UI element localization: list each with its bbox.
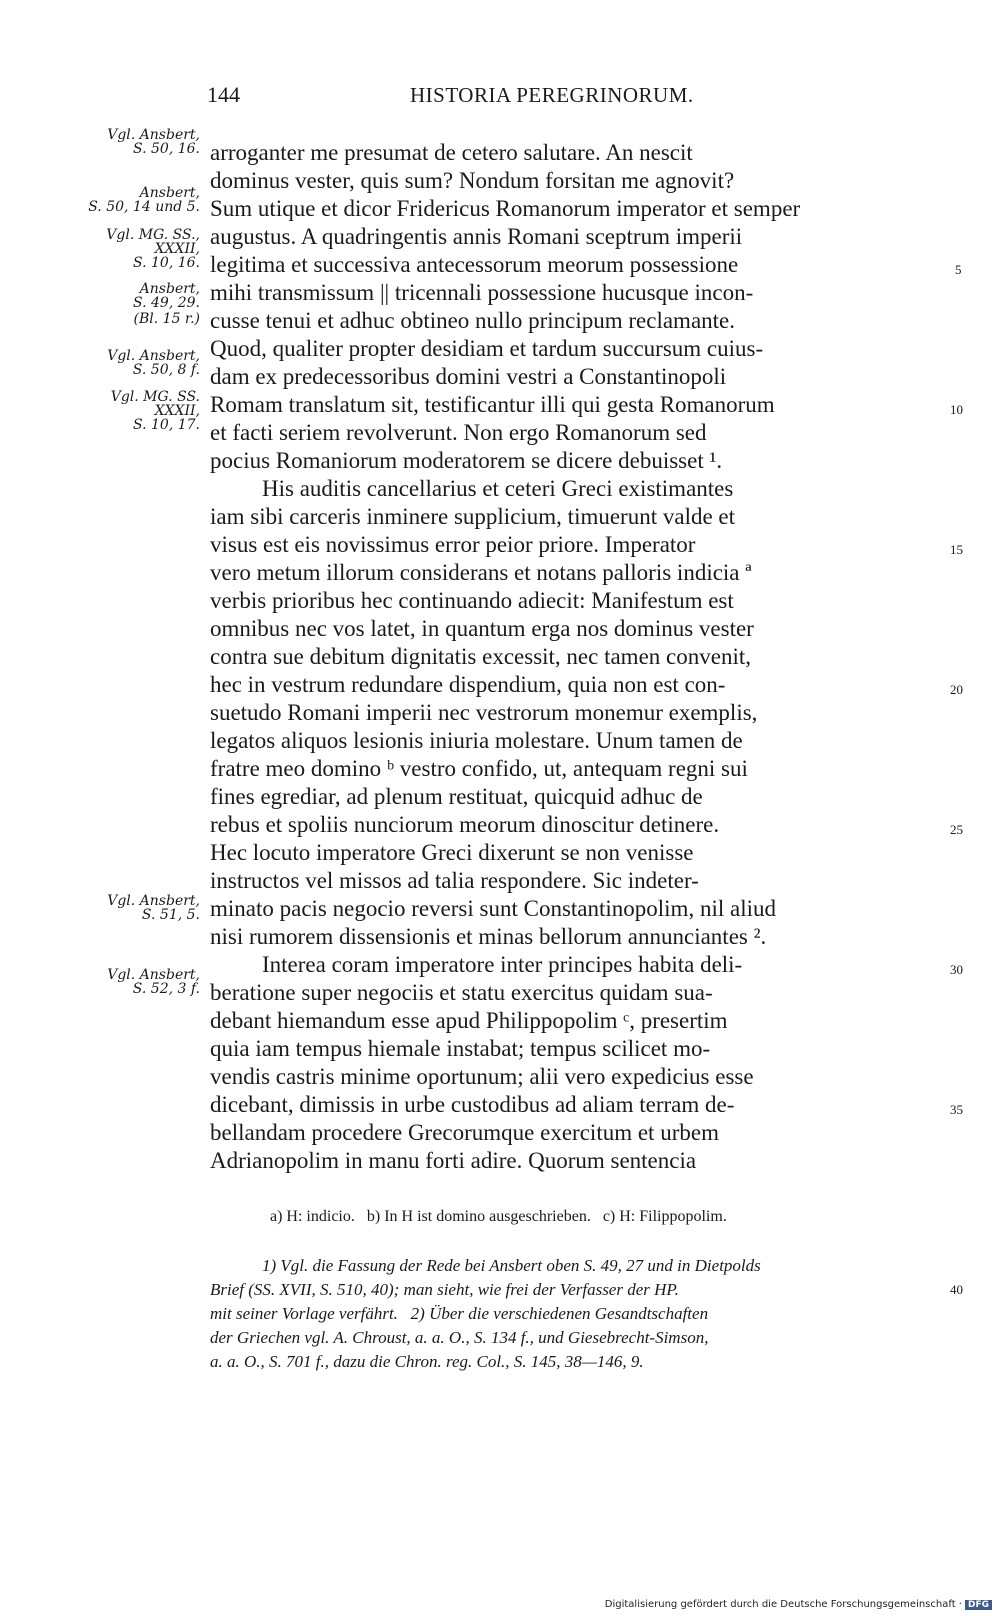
text-line: omnibus nec vos latet, in quantum erga nos dominus vester (210, 616, 754, 641)
text-line: Interea coram imperatore inter principes habita deli- (262, 952, 743, 977)
text-line: legatos aliquos lesionis iniuria molestare. Unum tamen de (210, 728, 743, 753)
credit-text: Digitalisierung gefördert durch die Deutsche Forschungsgemeinschaft · (604, 1599, 962, 1610)
text-line: vero metum illorum considerans et notans palloris indicia ª (210, 560, 752, 585)
text-line: vendis castris minime oportunum; alii vero expedicius esse (210, 1064, 754, 1089)
text-line: quia iam tempus hiemale instabat; tempus scilicet mo- (210, 1036, 711, 1061)
footnote-line: mit seiner Vorlage verfährt. 2) Über die verschiedenen Gesandtschaften (210, 1304, 709, 1323)
text-line: beratione super negociis et statu exercitus quidam sua- (210, 980, 713, 1005)
text-line: Quod, qualiter propter desidiam et tardum succursum cuius- (210, 336, 764, 361)
digitization-credit (605, 1599, 992, 1610)
text-line: nisi rumorem dissensionis et minas bellorum annunciantes ². (210, 924, 767, 949)
dfg-logo: DFG (965, 1600, 992, 1610)
line-number: 15 (950, 542, 963, 557)
margin-note: Vgl. Ansbert, S. 51, 5. (107, 893, 200, 923)
footnote-line: a. a. O., S. 701 f., dazu die Chron. reg. Col., S. 145, 38—146, 9. (210, 1352, 644, 1371)
margin-note: Vgl. MG. SS. XXXII, S. 10, 17. (110, 389, 200, 433)
footnote-line: der Griechen vgl. A. Chroust, a. a. O., S. 134 f., und Giesebrecht-Simson, (210, 1328, 709, 1347)
running-title: HISTORIA PEREGRINORUM. (410, 83, 694, 107)
text-line: pocius Romaniorum moderatorem se dicere debuisset ¹. (210, 448, 723, 473)
text-line: dicebant, dimissis in urbe custodibus ad aliam terram de- (210, 1092, 735, 1117)
footnote-line: Brief (SS. XVII, S. 510, 40); man sieht, wie frei der Verfasser der HP. (210, 1280, 679, 1299)
text-line: augustus. A quadringentis annis Romani sceptrum imperii (210, 224, 743, 249)
text-line: instructos vel missos ad talia respondere. Sic indeter- (210, 868, 699, 893)
margin-note: Ansbert, S. 50, 14 und 5. (88, 185, 200, 215)
margin-note: (Bl. 15 r.) (133, 311, 200, 327)
text-line: suetudo Romani imperii nec vestrorum monemur exemplis, (210, 700, 758, 725)
text-line: fratre meo domino ᵇ vestro confido, ut, antequam regni sui (210, 756, 748, 781)
text-line: legitima et successiva antecessorum meorum possessione (210, 252, 739, 277)
line-number: 30 (950, 962, 963, 977)
footnote-line: 1) Vgl. die Fassung der Rede bei Ansbert oben S. 49, 27 und in Dietpolds (262, 1256, 761, 1275)
text-line: Romam translatum sit, testificantur illi qui gesta Romanorum (210, 392, 775, 417)
margin-note: Vgl. Ansbert, S. 52, 3 f. (107, 967, 200, 997)
line-number: 10 (950, 402, 963, 417)
text-line: fines egrediar, ad plenum restituat, quicquid adhuc de (210, 784, 703, 809)
text-line: cusse tenui et adhuc obtineo nullo principum reclamante. (210, 308, 736, 333)
text-line: Adrianopolim in manu forti adire. Quorum sentencia (210, 1148, 697, 1173)
text-line: verbis prioribus hec continuando adiecit: Manifestum est (210, 588, 734, 613)
textual-notes: a) H: indicio. b) In H ist domino ausgeschrieben. c) H: Filippopolim. (270, 1208, 727, 1225)
text-line: His auditis cancellarius et ceteri Greci existimantes (262, 476, 734, 501)
line-number: 40 (950, 1282, 963, 1297)
text-line: Hec locuto imperatore Greci dixerunt se non venisse (210, 840, 694, 865)
line-number: 5 (955, 262, 962, 277)
text-line: rebus et spoliis nunciorum meorum dinoscitur detinere. (210, 812, 720, 837)
text-line: minato pacis negocio reversi sunt Constantinopolim, nil aliud (210, 896, 776, 921)
text-line: dam ex predecessoribus domini vestri a Constantinopoli (210, 364, 727, 389)
margin-note: Ansbert, S. 49, 29. (133, 281, 200, 311)
text-line: Sum utique et dicor Fridericus Romanorum imperator et semper (210, 196, 801, 221)
text-line: contra sue debitum dignitatis excessit, nec tamen convenit, (210, 644, 751, 669)
text-line: hec in vestrum redundare dispendium, quia non est con- (210, 672, 726, 697)
margin-note: Vgl. MG. SS., XXXII, S. 10, 16. (106, 227, 200, 271)
line-number: 25 (950, 822, 963, 837)
margin-note: Vgl. Ansbert, S. 50, 16. (107, 127, 200, 157)
text-line: iam sibi carceris inminere supplicium, timuerunt valde et (210, 504, 736, 529)
text-line: arroganter me presumat de cetero salutare. An nescit (210, 140, 693, 165)
text-line: mihi transmissum || tricennali possessione hucusque incon- (210, 280, 754, 305)
line-number: 35 (950, 1102, 963, 1117)
text-line: bellandam procedere Grecorumque exercitum et urbem (210, 1120, 719, 1145)
page-number: 144 (207, 82, 240, 107)
text-line: dominus vester, quis sum? Nondum forsitan me agnovit? (210, 168, 735, 193)
margin-note: Vgl. Ansbert, S. 50, 8 f. (107, 348, 200, 378)
text-line: debant hiemandum esse apud Philippopolim ᶜ, presertim (210, 1008, 728, 1033)
text-line: visus est eis novissimus error peior priore. Imperator (210, 532, 696, 557)
text-line: et facti seriem revolverunt. Non ergo Romanorum sed (210, 420, 707, 445)
line-number: 20 (950, 682, 963, 697)
